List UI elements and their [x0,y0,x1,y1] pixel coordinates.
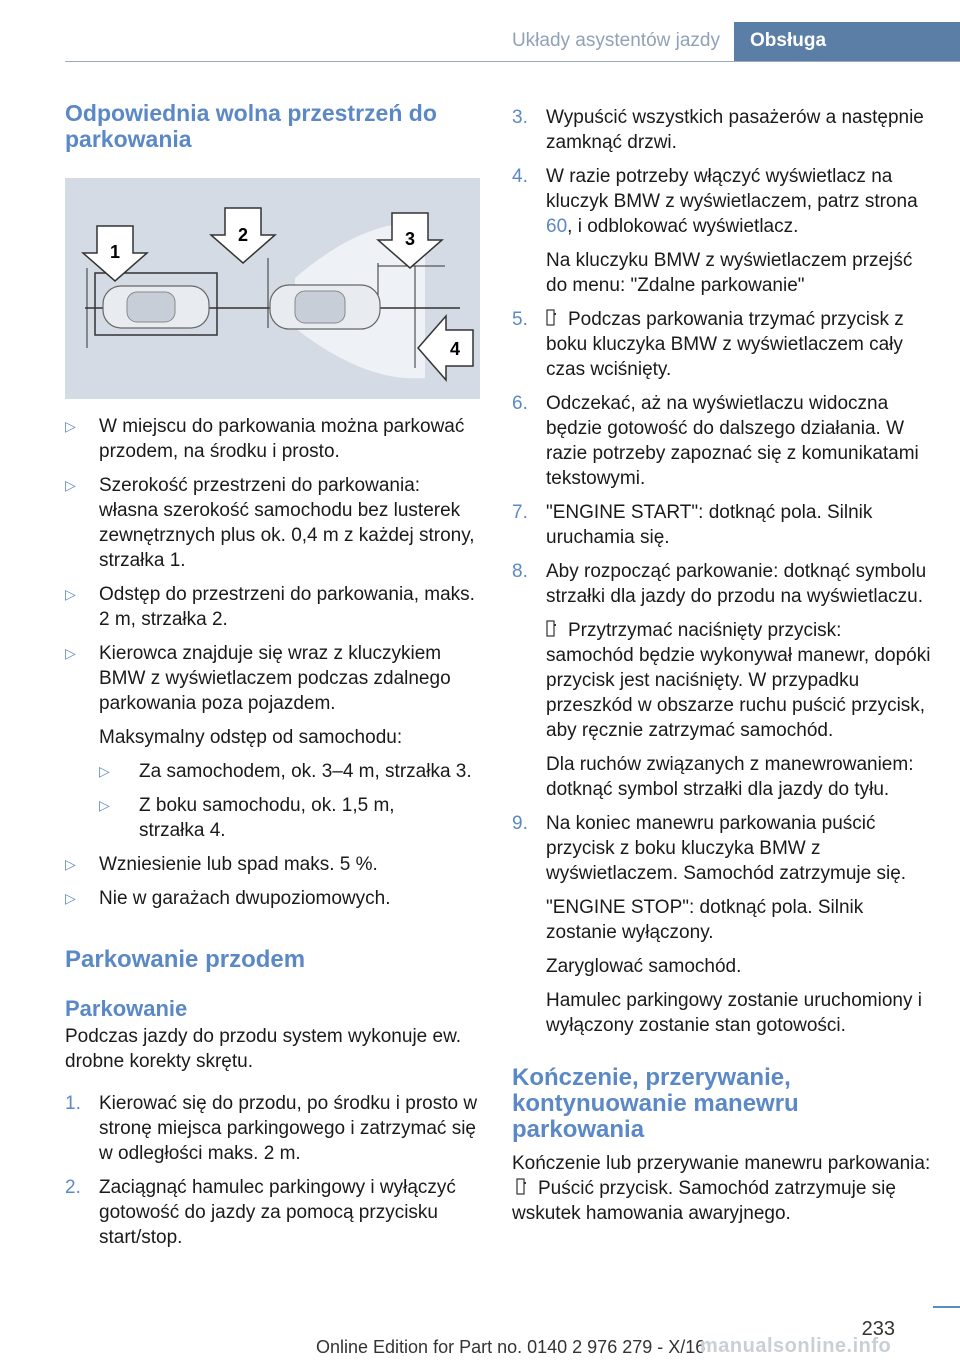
step-5: 5. Podczas parkowania trzymać przycisk z boku kluczyka BMW z wyświetlaczem cały czas wciśnięty. [512,309,904,380]
step-9-lock: Zaryglować samochód. [546,956,742,977]
edition-text: Online Edition for Part no. 0140 2 976 279 - X/16 [316,1337,706,1357]
list-item: ▷ Nie w garażach dwupoziomowych. [65,888,391,909]
step-9-brake: Hamulec parkingowy zostanie uruchomiony i wyłączony zostanie stan gotowości. [546,990,922,1036]
triangle-bullet-icon: ▷ [99,763,110,779]
key-button-icon [516,1178,526,1196]
step-3: 3. Wypuścić wszystkich pasażerów a następnie zamknąć drzwi. [512,107,924,153]
section-title-front-parking: Parkowanie przodem [65,946,306,973]
svg-text:3: 3 [404,229,416,249]
triangle-bullet-icon: ▷ [65,477,76,493]
parked-car [103,286,209,328]
triangle-bullet-icon: ▷ [65,645,76,661]
key-button-icon [546,309,556,327]
list-item: ▷ Za samochodem, ok. 3–4 m, strzałka 3. [99,761,472,782]
step-8: 8. Aby rozpocząć parkowanie: dotknąć symbolu strzałki dla jazdy do przodu na wyświetlaczu. [512,561,927,607]
watermark: manualsonline.info [700,1335,892,1357]
footer-rule [933,1306,960,1308]
header-tab: Obsługa [734,22,960,62]
intro-text: Podczas jazdy do przodu system wykonuje ew. drobne korekty skrętu. [65,1026,462,1072]
step-8-hold: Przytrzymać naciśnięty przycisk: samochód będzie wykonywał manewr, dopóki przycisk jest naciśnięty. W przypadku przeszkód w obszarze ruchu puścić przycisk, aby ręcznie zatrzymać samochód. [546,620,931,741]
step-9: 9. Na koniec manewru parkowania puścić przycisk z boku kluczyka BMW z wyświetlaczem. Samochód zatrzymuje się. [512,813,907,884]
list-item: ▷ W miejscu do parkowania można parkować przodem, na środku i prosto. [65,416,465,462]
step-9-engine-stop: "ENGINE STOP": dotknąć pola. Silnik zostanie wyłączony. [546,897,864,943]
heading-parking-space: Odpowiednia wolna przestrzeń do parkowania [65,100,437,152]
key-button-icon [546,620,556,638]
right-column [512,100,932,1226]
page-header [65,22,960,62]
step-7: 7. "ENGINE START": dotknąć pola. Silnik uruchamia się. [512,502,873,548]
step-8-reverse: Dla ruchów związanych z manewrowaniem: dotknąć symbol strzałki dla jazdy do tyłu. [546,754,914,800]
approaching-car [270,285,380,329]
page-link-60[interactable]: 60 [546,216,568,237]
header-section-title: Układy asystentów jazdy [511,30,720,51]
section-title-end-manoeuvre: Kończenie, przerywanie, kontynuowanie manewru parkowania [512,1064,799,1143]
svg-text:2: 2 [237,225,249,245]
svg-text:1: 1 [109,242,121,262]
left-column [65,100,480,1250]
header-rule [65,61,960,62]
triangle-bullet-icon: ▷ [65,890,76,906]
parking-diagram-svg [65,178,480,399]
max-distance-label: Maksymalny odstęp od samochodu: [99,727,403,748]
triangle-bullet-icon: ▷ [65,586,76,602]
page-number: 233 [861,1318,895,1340]
triangle-bullet-icon: ▷ [99,797,110,813]
step-1: 1. Kierować się do przodu, po środku i prosto w stronę miejsca parkingowego i zatrzymać się w odległości maks. 2 m. [65,1093,478,1164]
step-6: 6. Odczekać, aż na wyświetlaczu widoczna będzie gotowość do dalszego działania. W razie potrzeby zapoznać się z komunikatami tekstowymi. [512,393,919,489]
step-4-note: Na kluczyku BMW z wyświetlaczem przejść do menu: "Zdalne parkowanie" [546,250,913,296]
sub-title-parking: Parkowanie [65,996,188,1021]
triangle-bullet-icon: ▷ [65,856,76,872]
list-item: ▷ Odstęp do przestrzeni do parkowania, maks. 2 m, strzałka 2. [65,584,475,630]
list-item: ▷ Kierowca znajduje się wraz z kluczykiem BMW z wyświetlaczem podczas zdalnego parkowania poza pojazdem. [65,643,451,714]
list-item: ▷ Wzniesienie lub spad maks. 5 %. [65,854,378,875]
list-item: ▷ Z boku samochodu, ok. 1,5 m, strzałka 4. [99,795,395,841]
step-4: 4. W razie potrzeby włączyć wyświetlacz na kluczyk BMW z wyświetlaczem, patrz strona 60, i odblokować wyświetlacz. [512,166,918,237]
list-item: ▷ Szerokość przestrzeni do parkowania: własna szerokość samochodu bez lusterek zewnętrznych plus ok. 0,4 m z każdej strony, strzałka 1. [65,475,475,571]
svg-text:4: 4 [449,339,461,359]
step-2: 2. Zaciągnąć hamulec parkingowy i wyłączyć gotowość do jazdy za pomocą przycisku start/stop. [65,1177,456,1248]
end-manoeuvre-text: Kończenie lub przerywanie manewru parkowania: Puścić przycisk. Samochód zatrzymuje się wskutek hamowania awaryjnego. [512,1153,931,1224]
parking-diagram [65,178,480,399]
triangle-bullet-icon: ▷ [65,418,76,434]
